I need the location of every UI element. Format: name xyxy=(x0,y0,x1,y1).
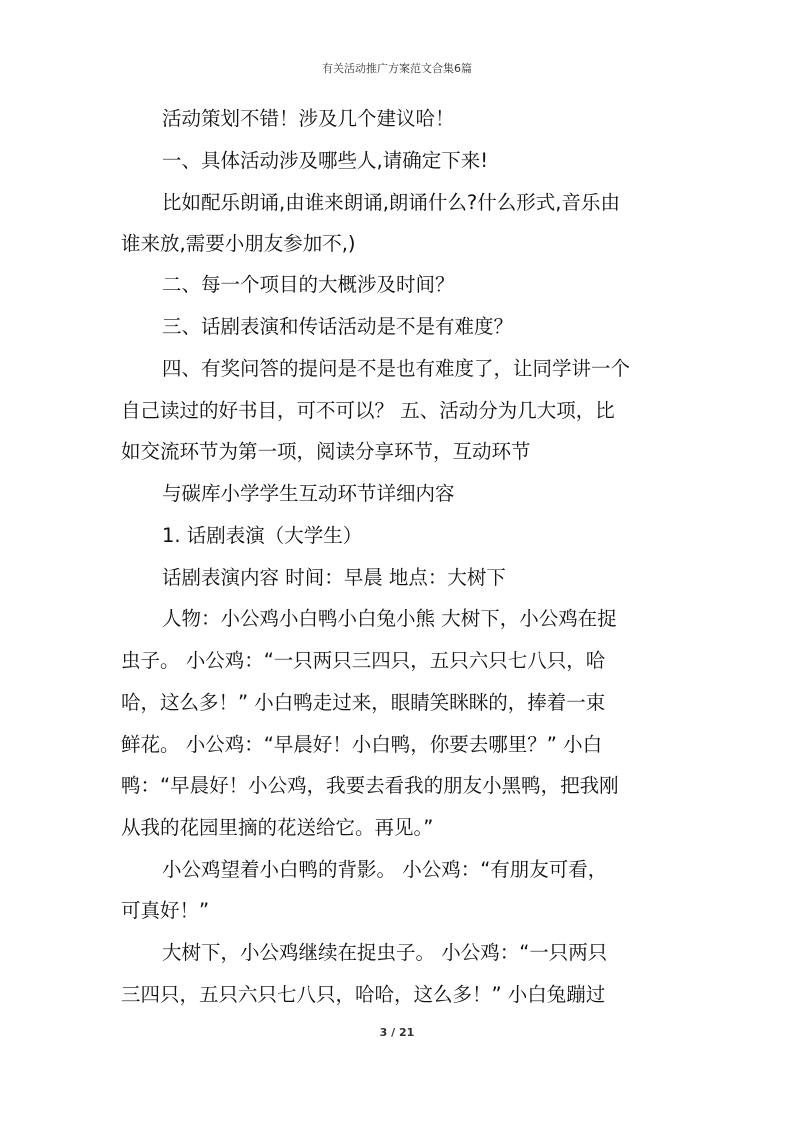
paragraph-line: 自己读过的好书目，可不可以？ 五、活动分为几大项，比 xyxy=(121,399,615,422)
paragraph-line: 鲜花。 小公鸡：“早晨好！小白鸭，你要去哪里？” 小白 xyxy=(121,733,603,756)
paragraph-line: 比如配乐朗诵,由谁来朗诵,朗诵什么?什么形式,音乐由 xyxy=(162,191,620,214)
paragraph-line: 从我的花园里摘的花送给它。再见。” xyxy=(121,816,434,839)
paragraph-line: 与碳库小学学生互动环节详细内容 xyxy=(162,482,455,505)
paragraph-line: 话剧表演内容 时间：早晨 地点：大树下 xyxy=(162,566,506,589)
section-heading: 1. 话剧表演（大学生） xyxy=(162,524,363,547)
paragraph-line: 虫子。 小公鸡：“一只两只三四只，五只六只七八只，哈 xyxy=(121,649,606,672)
paragraph-line: 活动策划不错！涉及几个建议哈！ xyxy=(162,107,455,130)
paragraph-line: 鸭：“早晨好！小公鸡，我要去看我的朋友小黑鸭，把我刚 xyxy=(121,774,619,797)
paragraph-line: 三四只，五只六只七八只，哈哈，这么多！” 小白兔蹦过 xyxy=(121,983,606,1006)
paragraph-line: 可真好！” xyxy=(121,899,210,922)
page-number: 3 / 21 xyxy=(379,1026,415,1039)
paragraph-line: 四、有奖问答的提问是不是也有难度了，让同学讲一个 xyxy=(162,357,631,380)
document-header: 有关活动推广方案范文合集6篇 xyxy=(322,62,472,75)
paragraph-line: 人物：小公鸡小白鸭小白兔小熊 大树下，小公鸡在捉 xyxy=(162,607,617,630)
paragraph-line: 一、具体活动涉及哪些人,请确定下来! xyxy=(162,149,489,172)
paragraph-line: 小公鸡望着小白鸭的背影。 小公鸡：“有朋友可看， xyxy=(162,858,608,881)
paragraph-line: 二、每一个项目的大概涉及时间？ xyxy=(162,273,455,296)
paragraph-line: 大树下，小公鸡继续在捉虫子。 小公鸡：“一只两只 xyxy=(162,941,608,964)
paragraph-line: 哈，这么多！” 小白鸭走过来，眼睛笑眯眯的，捧着一束 xyxy=(121,691,606,714)
paragraph-line: 如交流环节为第一项，阅读分享环节，互动环节 xyxy=(121,440,531,463)
paragraph-line: 谁来放,需要小朋友参加不,) xyxy=(121,232,356,255)
paragraph-line: 三、话剧表演和传话活动是不是有难度？ xyxy=(162,315,514,338)
